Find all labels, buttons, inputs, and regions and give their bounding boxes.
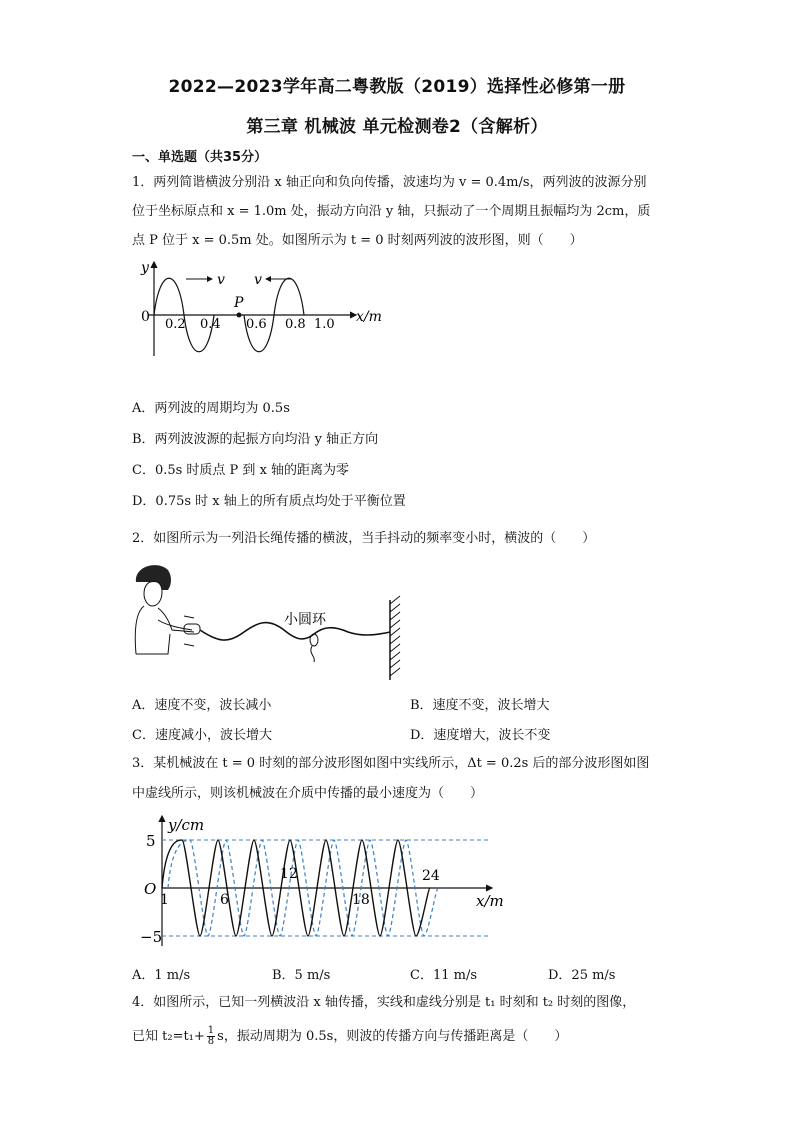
q4-text-line2	[132, 1024, 567, 1050]
q1-velocity-label-right: v	[217, 272, 225, 288]
section-heading: 一、单选题（共35分）	[132, 150, 268, 165]
q3-y-max-label: 5	[146, 832, 156, 850]
q3-x-label: x/m	[476, 892, 504, 910]
q3-option-b[interactable]: B．5 m/s	[272, 968, 331, 983]
q2-option-c[interactable]: C．速度减小，波长增大	[132, 728, 272, 743]
q1-velocity-label-left: v	[254, 272, 262, 288]
q3-x-tick-label: 6	[220, 892, 229, 908]
q2-person-face	[144, 581, 162, 606]
q3-option-c[interactable]: C．11 m/s	[410, 968, 477, 983]
q1-text-line1: 1．两列简谐横波分别沿 x 轴正向和负向传播，波速均为 v = 0.4m/s，两列波的波源分别	[132, 175, 647, 190]
q2-option-b[interactable]: B．速度不变，波长增大	[410, 698, 550, 713]
q4-fraction-denominator: 8	[207, 1036, 215, 1047]
q1-tick-label: 0.4	[200, 317, 221, 332]
q2-person-hair	[136, 565, 171, 590]
q3-text-line1: 3．某机械波在 t = 0 时刻的部分波形图如图中实线所示，Δt = 0.2s 后的部分波形图如图	[132, 756, 650, 771]
q1-point-p	[237, 313, 242, 318]
q1-tick-label: 0.2	[165, 317, 186, 332]
q1-wave-figure	[138, 258, 388, 362]
q1-point-p-label: P	[234, 295, 244, 311]
q2-person-body	[135, 606, 194, 654]
q3-option-d[interactable]: D．25 m/s	[548, 968, 616, 983]
q3-x-tick-label: 18	[352, 892, 370, 908]
q2-wall-hatching	[390, 596, 400, 676]
q2-option-d[interactable]: D．速度增大，波长不变	[410, 728, 551, 743]
q4-text-line1: 4．如图所示，已知一列横波沿 x 轴传播，实线和虚线分别是 t₁ 时刻和 t₂ 时刻的图像，	[132, 995, 636, 1010]
q3-x-tick-label: 24	[422, 868, 440, 884]
q2-text-line1: 2．如图所示为一列沿长绳传播的横波，当手抖动的频率变小时，横波的（ ）	[132, 531, 596, 546]
q2-option-a[interactable]: A．速度不变，波长减小	[132, 698, 272, 713]
q3-y-label: y/cm	[168, 816, 205, 834]
q1-tick-label: 0.8	[285, 317, 306, 332]
q1-option-d[interactable]: D．0.75s 时 x 轴上的所有质点均处于平衡位置	[132, 494, 406, 509]
q1-option-c[interactable]: C．0.5s 时质点 P 到 x 轴的距离为零	[132, 463, 350, 478]
q3-origin-label: O	[144, 880, 157, 898]
q3-x-tick-label: 12	[280, 866, 298, 882]
q3-x-tick-label: 1	[160, 892, 169, 908]
q1-x-label: x/m	[356, 309, 382, 325]
q1-y-label: y	[141, 260, 149, 276]
document-title-line2: 第三章 机械波 单元检测卷2（含解析）	[246, 117, 548, 137]
q2-rope-figure	[128, 560, 418, 684]
q1-text-line3: 点 P 位于 x = 0.5m 处。如图所示为 t = 0 时刻两列波的波形图，则（ ）	[132, 233, 583, 248]
q4-text-line2-end: s，振动周期为 0.5s，则波的传播方向与传播距离是（ ）	[217, 1029, 568, 1044]
q2-ring	[310, 634, 318, 646]
q3-y-min-label: −5	[140, 928, 163, 946]
q1-option-b[interactable]: B．两列波波源的起振方向均沿 y 轴正方向	[132, 432, 379, 447]
document-title-line1: 2022—2023学年高二粤教版（2019）选择性必修第一册	[168, 77, 626, 97]
q4-fraction	[207, 1026, 215, 1048]
q2-ring-label: 小圆环	[284, 612, 326, 628]
q3-text-line2: 中虚线所示，则该机械波在介质中传播的最小速度为（ ）	[132, 786, 484, 801]
q1-tick-label: 1.0	[314, 317, 335, 332]
q1-tick-label: 0.6	[246, 317, 267, 332]
q1-text-line2: 位于坐标原点和 x = 1.0m 处，振动方向沿 y 轴，只振动了一个周期且振幅均为 2cm，质	[132, 204, 651, 219]
q3-wave-figure	[140, 812, 510, 950]
q4-fraction-numerator: 1	[207, 1024, 215, 1036]
q1-option-a[interactable]: A．两列波的周期均为 0.5s	[132, 401, 290, 416]
q1-origin-label: 0	[141, 309, 150, 325]
q4-text-line2-start: 已知 t₂=t₁+	[132, 1029, 205, 1044]
q3-option-a[interactable]: A．1 m/s	[132, 968, 191, 983]
